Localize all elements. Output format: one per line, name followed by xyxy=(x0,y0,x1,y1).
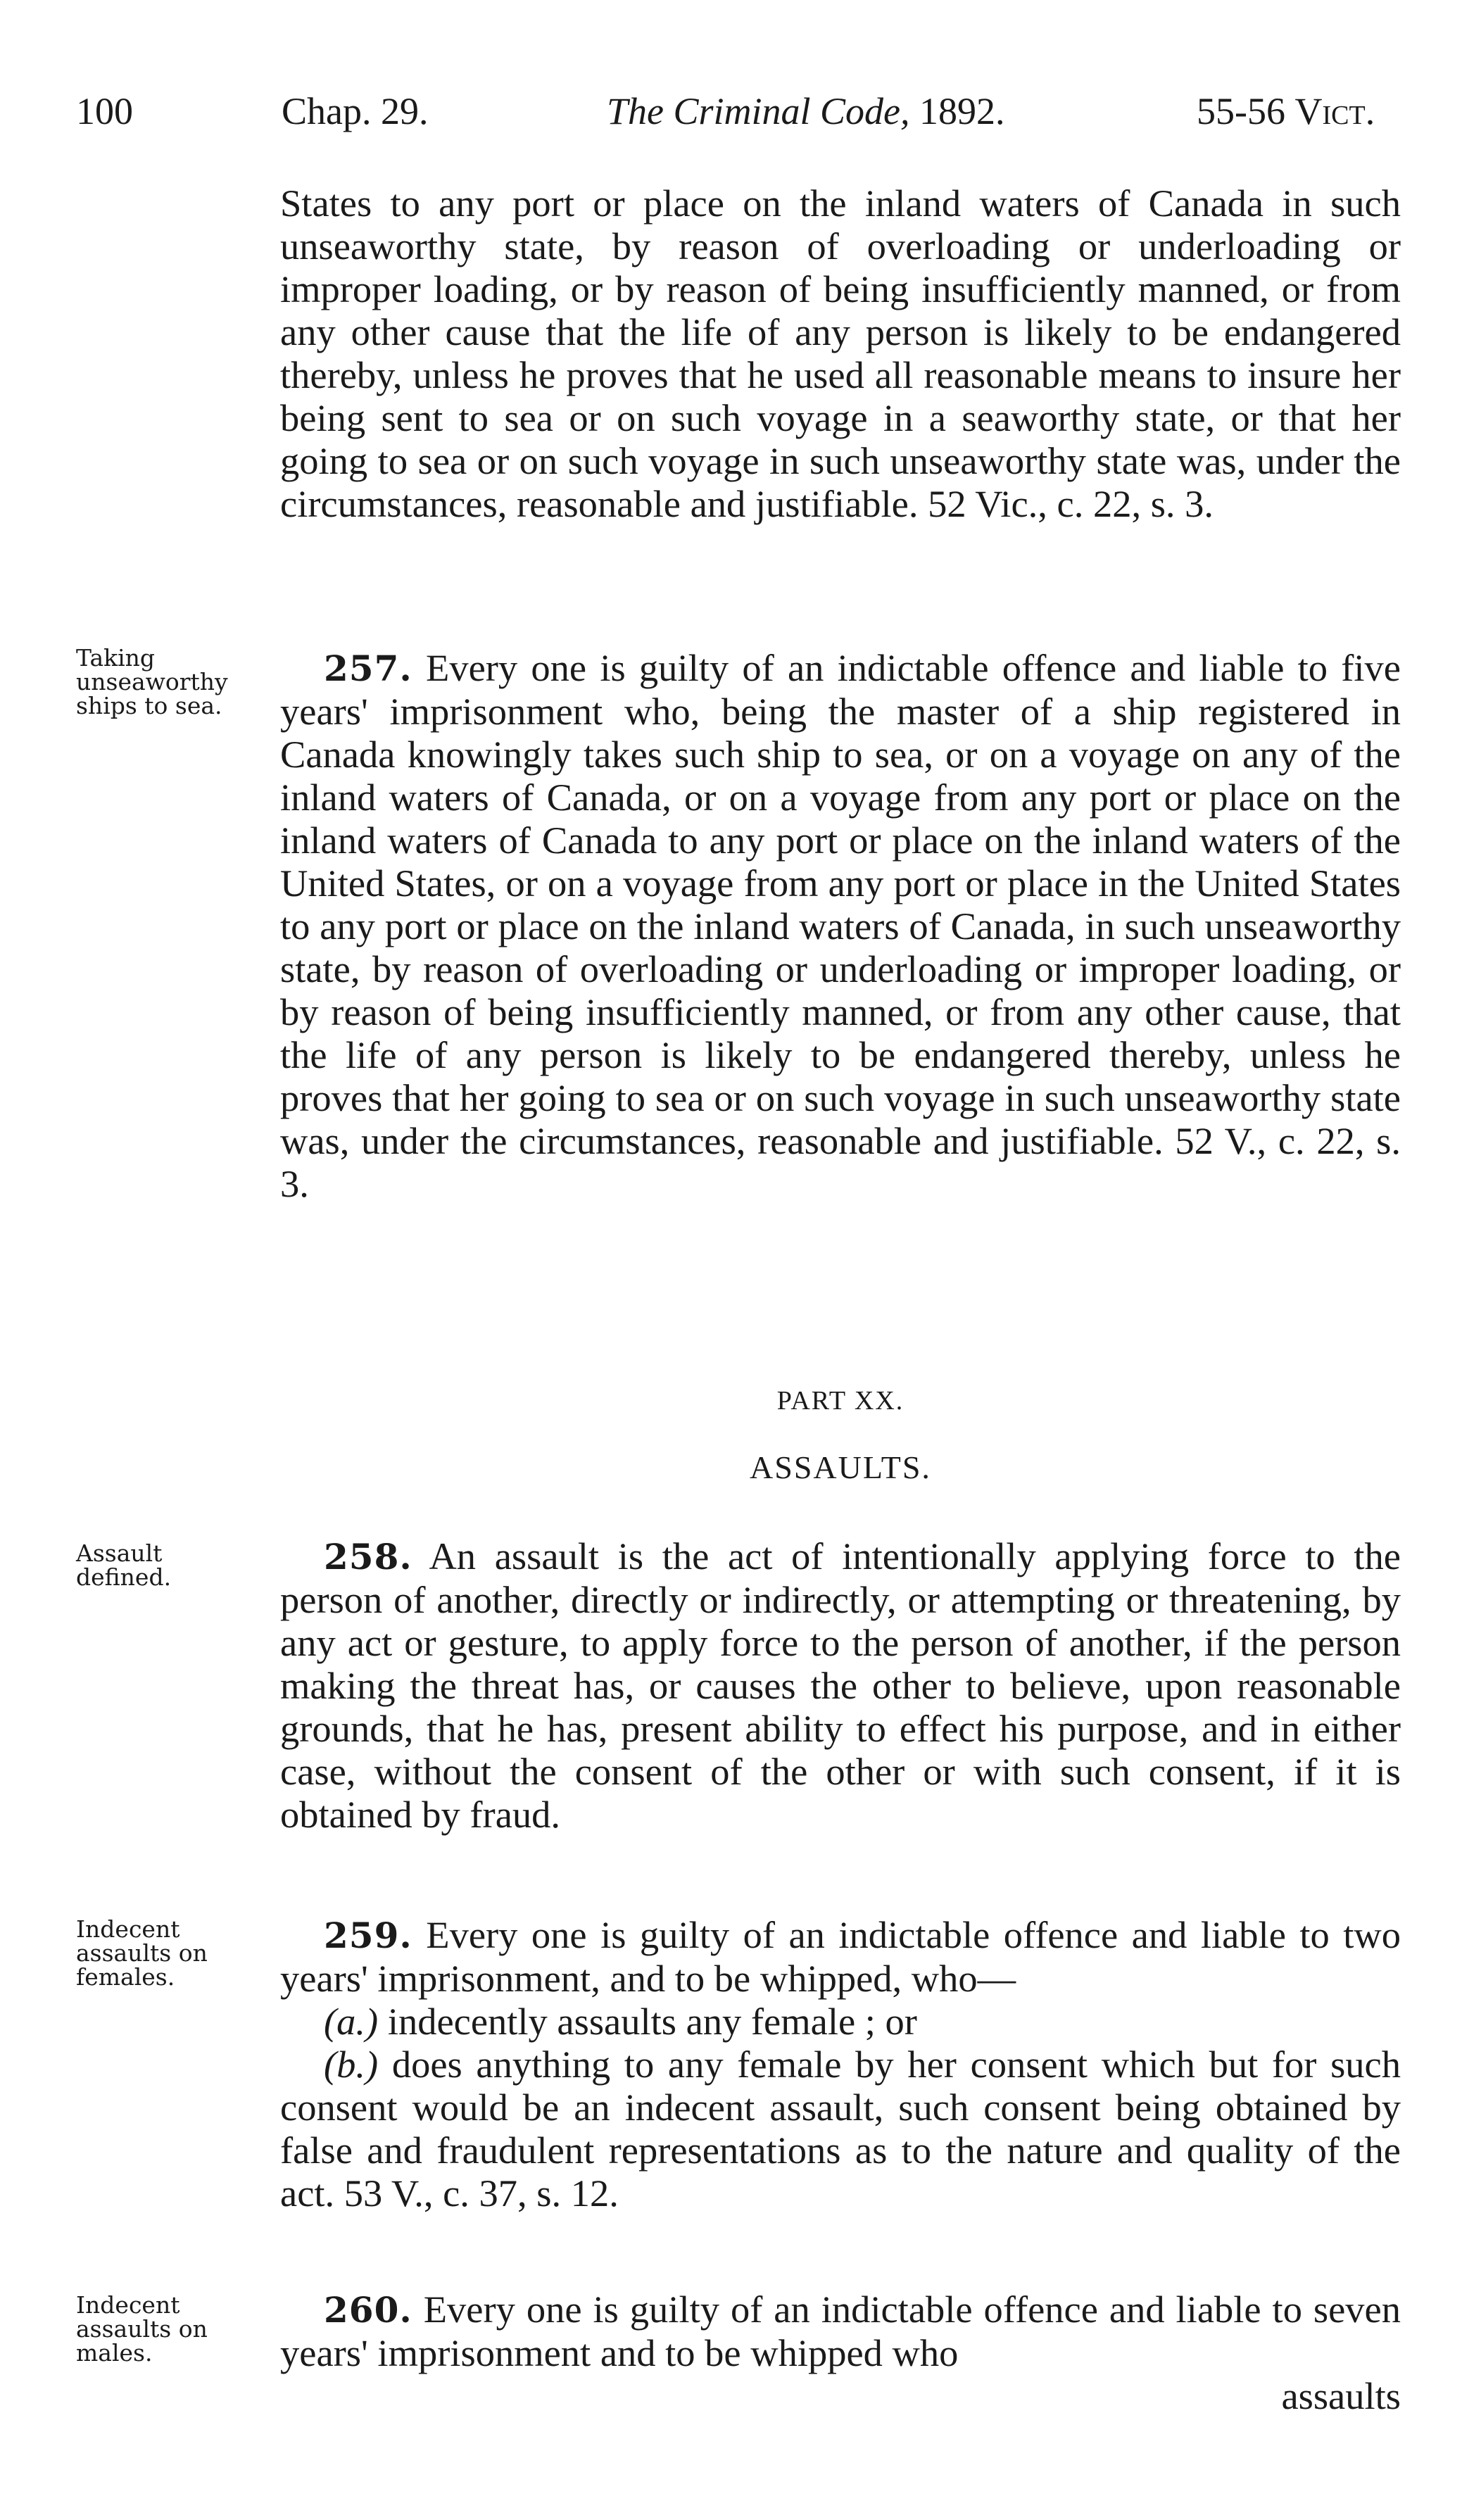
section-260-paragraph xyxy=(280,2288,1401,2374)
chapter-heading: Chap. 29. xyxy=(282,90,429,132)
continuation-block xyxy=(280,182,1401,525)
margin-note-259: Indecent assaults on females. xyxy=(76,1915,208,1991)
section-text: Every one is guilty of an indictable offence and liable to seven years' imprisonment and to be whipped who xyxy=(280,2288,1401,2374)
regnal-number: 55-56 xyxy=(1197,90,1285,132)
margin-note-258: Assault defined. xyxy=(76,1539,172,1591)
item-label: (a.) xyxy=(324,2000,379,2043)
section-text: Every one is guilty of an indictable offence and liable to five years' imprisonment who, being the master of a ship registered in Canada knowingly takes such ship to sea, or on a voyage on any of the inland waters of Canada, or on a voyage from any port or place on the inland waters of Canada to any port or place on the inland waters of the United States, or on a voyage from any port or place in the United States to any port or place on the inland waters of Canada, in such unseaworthy state, by reason of overloading or underloading or improper loading, or by reason of being insufficiently manned, or from any other cause, that the life of any person is likely to be endangered thereby, unless he proves that her going to sea or on such voyage in such unseaworthy state was, under the circumstances, reasonable and justifiable. 52 V., c. 22, s. 3. xyxy=(280,646,1401,1205)
act-title xyxy=(607,90,1005,132)
section-number: 260. xyxy=(324,2289,412,2331)
section-259 xyxy=(280,1913,1401,2215)
act-title-text: The Criminal Code, xyxy=(607,90,910,132)
margin-note-257: Taking unseaworthy ships to sea. xyxy=(76,644,228,719)
page-number: 100 xyxy=(76,90,133,132)
act-year: 1892. xyxy=(919,90,1005,132)
margin-note-260: Indecent assaults on males. xyxy=(76,2291,208,2367)
section-number: 259. xyxy=(324,1915,412,1956)
continuation-text: States to any port or place on the inland waters of Canada in such unseaworthy state, by reason of overloading or underloading or improper loading, or by reason of being insufficiently manned, or from any other cause that the life of any person is likely to be endangered thereby, unless he proves that he used all reasonable means to insure her being sent to sea or on such voyage in a seaworthy state, or that her going to sea or on such voyage in such unseaworthy state was, under the circumstances, reasonable and justifiable. 52 Vic., c. 22, s. 3. xyxy=(280,182,1401,525)
section-259-paragraph xyxy=(280,1913,1401,2000)
section-text: An assault is the act of intentionally applying force to the person of another, directly or indirectly, or attempting or threatening, by any act or gesture, to apply force to the person of another, if the person making the threat has, or causes the other to believe, upon reasonable grounds, that he has, present ability to effect his purpose, and in either case, without the consent of the other or with such consent, if it is obtained by fraud. xyxy=(280,1535,1401,1836)
catchword: assaults xyxy=(1281,2374,1401,2417)
item-label: (b.) xyxy=(324,2043,379,2086)
part-number: PART XX. xyxy=(776,1386,905,1416)
regnal-year xyxy=(1197,90,1375,132)
section-number: 257. xyxy=(324,648,412,689)
item-text: does anything to any female by her consent which but for such consent would be an indecent assault, such consent being obtained by false and fraudulent representations as to the nature and quality of the act. 53 V., c. 37, s. 12. xyxy=(280,2043,1401,2215)
section-257-paragraph xyxy=(280,646,1401,1205)
section-257 xyxy=(280,646,1401,1205)
section-text: Every one is guilty of an indictable offence and liable to two years' imprisonment, and to be whipped, who— xyxy=(280,1913,1401,2000)
section-260 xyxy=(280,2288,1401,2417)
section-number: 258. xyxy=(324,1536,412,1577)
item-text: indecently assaults any female ; or xyxy=(387,2000,917,2043)
section-258-paragraph xyxy=(280,1535,1401,1836)
section-259-item-b xyxy=(280,2043,1401,2215)
section-258 xyxy=(280,1535,1401,1836)
regnal-word: Vict. xyxy=(1294,90,1375,132)
section-259-item-a xyxy=(280,2000,1401,2043)
part-title: ASSAULTS. xyxy=(750,1449,931,1485)
